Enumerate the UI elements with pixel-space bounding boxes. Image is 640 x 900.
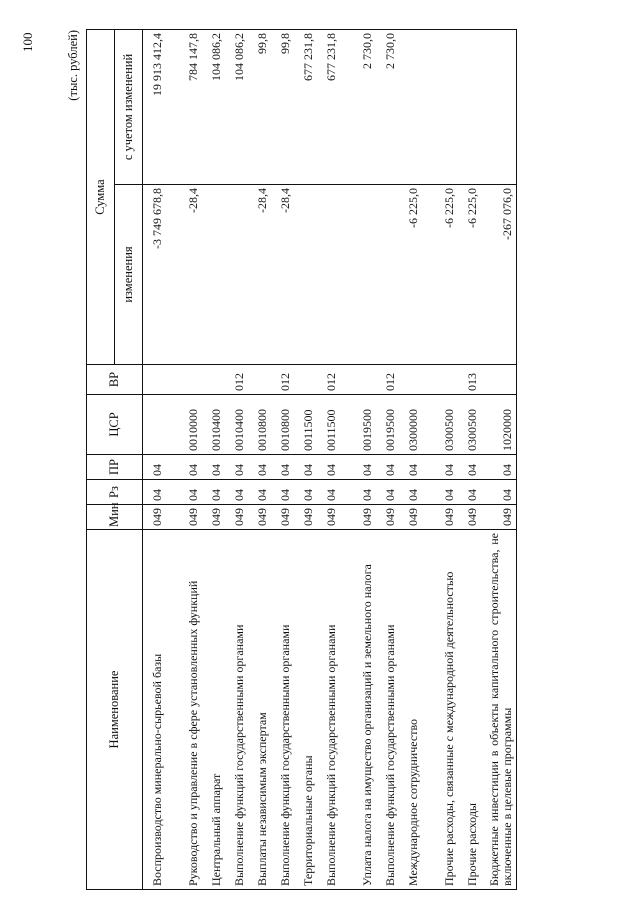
row-pr: 04 (481, 455, 517, 480)
row-name: Уплата налога на имущество организаций и земельного налога (340, 530, 376, 890)
row-total (481, 30, 517, 185)
row-total (458, 30, 481, 185)
row-change (202, 185, 225, 365)
row-vr: 012 (271, 365, 294, 395)
table-row (399, 30, 422, 890)
row-vr (202, 365, 225, 395)
header-sum: Сумма (87, 30, 115, 365)
row-pr: 04 (166, 455, 202, 480)
row-pr: 04 (376, 455, 399, 480)
row-vr (422, 365, 458, 395)
row-total: 2 730,0 (340, 30, 376, 185)
row-min: 049 (340, 505, 376, 530)
table-row (225, 30, 248, 890)
row-csr: 0010400 (202, 395, 225, 455)
row-pr: 04 (294, 455, 317, 480)
row-csr: 0019500 (340, 395, 376, 455)
header-pr: ПР (87, 455, 143, 480)
header-name: Наименование (87, 530, 143, 890)
row-rz: 04 (271, 480, 294, 505)
row-name: Выполнение функций государственными органами (225, 530, 248, 890)
table-row (317, 30, 340, 890)
row-total: 99,8 (248, 30, 271, 185)
row-vr: 013 (458, 365, 481, 395)
row-name: Выполнение функций государственными органами (376, 530, 399, 890)
row-total: 677 231,8 (317, 30, 340, 185)
row-pr: 04 (225, 455, 248, 480)
row-min: 049 (376, 505, 399, 530)
row-min: 049 (166, 505, 202, 530)
row-change: -6 225,0 (399, 185, 422, 365)
row-csr: 0010000 (166, 395, 202, 455)
row-total (399, 30, 422, 185)
row-pr: 04 (458, 455, 481, 480)
row-vr (143, 365, 166, 395)
row-change: -28,4 (166, 185, 202, 365)
row-pr: 04 (202, 455, 225, 480)
header-with-changes: с учетом изменений (115, 30, 143, 185)
row-csr: 0019500 (376, 395, 399, 455)
row-name: Прочие расходы, связанные с международной деятельностью (422, 530, 458, 890)
row-min: 049 (225, 505, 248, 530)
row-rz: 04 (422, 480, 458, 505)
row-min: 049 (458, 505, 481, 530)
row-change (376, 185, 399, 365)
row-pr: 04 (143, 455, 166, 480)
table-row (294, 30, 317, 890)
table-row (422, 30, 458, 890)
row-total: 784 147,8 (166, 30, 202, 185)
row-rz: 04 (458, 480, 481, 505)
row-name: Прочие расходы (458, 530, 481, 890)
table-row (458, 30, 481, 890)
row-vr (399, 365, 422, 395)
row-pr: 04 (248, 455, 271, 480)
row-min: 049 (202, 505, 225, 530)
row-change (340, 185, 376, 365)
row-change: -28,4 (248, 185, 271, 365)
row-total: 104 086,2 (202, 30, 225, 185)
row-rz: 04 (481, 480, 517, 505)
row-rz: 04 (248, 480, 271, 505)
page-number: 100 (20, 32, 35, 52)
row-vr (481, 365, 517, 395)
row-rz: 04 (294, 480, 317, 505)
table-row (143, 30, 166, 890)
row-pr: 04 (271, 455, 294, 480)
row-change (225, 185, 248, 365)
row-total: 677 231,8 (294, 30, 317, 185)
row-rz: 04 (166, 480, 202, 505)
row-total: 104 086,2 (225, 30, 248, 185)
row-min: 049 (271, 505, 294, 530)
table-row (340, 30, 376, 890)
header-changes: изменения (115, 185, 143, 365)
table-row (481, 30, 517, 890)
row-name: Воспроизводство минерально-сырьевой базы (143, 530, 166, 890)
table-row (271, 30, 294, 890)
row-total: 2 730,0 (376, 30, 399, 185)
row-min: 049 (143, 505, 166, 530)
header-csr: ЦСР (87, 395, 143, 455)
row-pr: 04 (317, 455, 340, 480)
row-csr: 0010800 (271, 395, 294, 455)
row-csr: 0300000 (399, 395, 422, 455)
row-csr: 0011500 (294, 395, 317, 455)
row-pr: 04 (399, 455, 422, 480)
row-change (294, 185, 317, 365)
row-vr (294, 365, 317, 395)
row-vr: 012 (225, 365, 248, 395)
row-name: Бюджетные инвестиции в объекты капитального строительства, не включенные в целевые программы (481, 530, 517, 890)
row-change: -6 225,0 (458, 185, 481, 365)
row-change: -6 225,0 (422, 185, 458, 365)
row-name: Руководство и управление в сфере установленных функций (166, 530, 202, 890)
row-total: 19 913 412,4 (143, 30, 166, 185)
row-vr (340, 365, 376, 395)
row-csr (143, 395, 166, 455)
row-name: Выплаты независимым экспертам (248, 530, 271, 890)
row-change (317, 185, 340, 365)
row-change: -3 749 678,8 (143, 185, 166, 365)
row-pr: 04 (340, 455, 376, 480)
table-row (248, 30, 271, 890)
row-csr: 0300500 (422, 395, 458, 455)
row-vr: 012 (376, 365, 399, 395)
header-rz: Рз (87, 480, 143, 505)
row-min: 049 (422, 505, 458, 530)
row-rz: 04 (202, 480, 225, 505)
row-min: 049 (294, 505, 317, 530)
row-vr (248, 365, 271, 395)
row-csr: 0010800 (248, 395, 271, 455)
row-min: 049 (399, 505, 422, 530)
row-min: 049 (317, 505, 340, 530)
header-vr: ВР (87, 365, 143, 395)
row-csr: 0300500 (458, 395, 481, 455)
budget-table (86, 29, 517, 890)
header-min: Мин (87, 505, 143, 530)
row-name: Территориальные органы (294, 530, 317, 890)
table-row (376, 30, 399, 890)
row-total (422, 30, 458, 185)
row-vr (166, 365, 202, 395)
row-rz: 04 (340, 480, 376, 505)
row-rz: 04 (399, 480, 422, 505)
row-change: -28,4 (271, 185, 294, 365)
row-rz: 04 (376, 480, 399, 505)
table-row (166, 30, 202, 890)
table-body (143, 30, 517, 890)
row-min: 049 (481, 505, 517, 530)
row-csr: 0010400 (225, 395, 248, 455)
row-rz: 04 (225, 480, 248, 505)
row-rz: 04 (143, 480, 166, 505)
row-rz: 04 (317, 480, 340, 505)
row-vr: 012 (317, 365, 340, 395)
row-name: Центральный аппарат (202, 530, 225, 890)
row-csr: 0011500 (317, 395, 340, 455)
row-pr: 04 (422, 455, 458, 480)
table-row (202, 30, 225, 890)
row-min: 049 (248, 505, 271, 530)
row-total: 99,8 (271, 30, 294, 185)
row-csr: 1020000 (481, 395, 517, 455)
rotated-page (60, 30, 580, 890)
units-note: (тыс. рублей) (66, 30, 80, 101)
row-name: Международное сотрудничество (399, 530, 422, 890)
row-name: Выполнение функций государственными органами (271, 530, 294, 890)
row-name: Выполнение функций государственными органами (317, 530, 340, 890)
row-change: -267 076,0 (481, 185, 517, 365)
